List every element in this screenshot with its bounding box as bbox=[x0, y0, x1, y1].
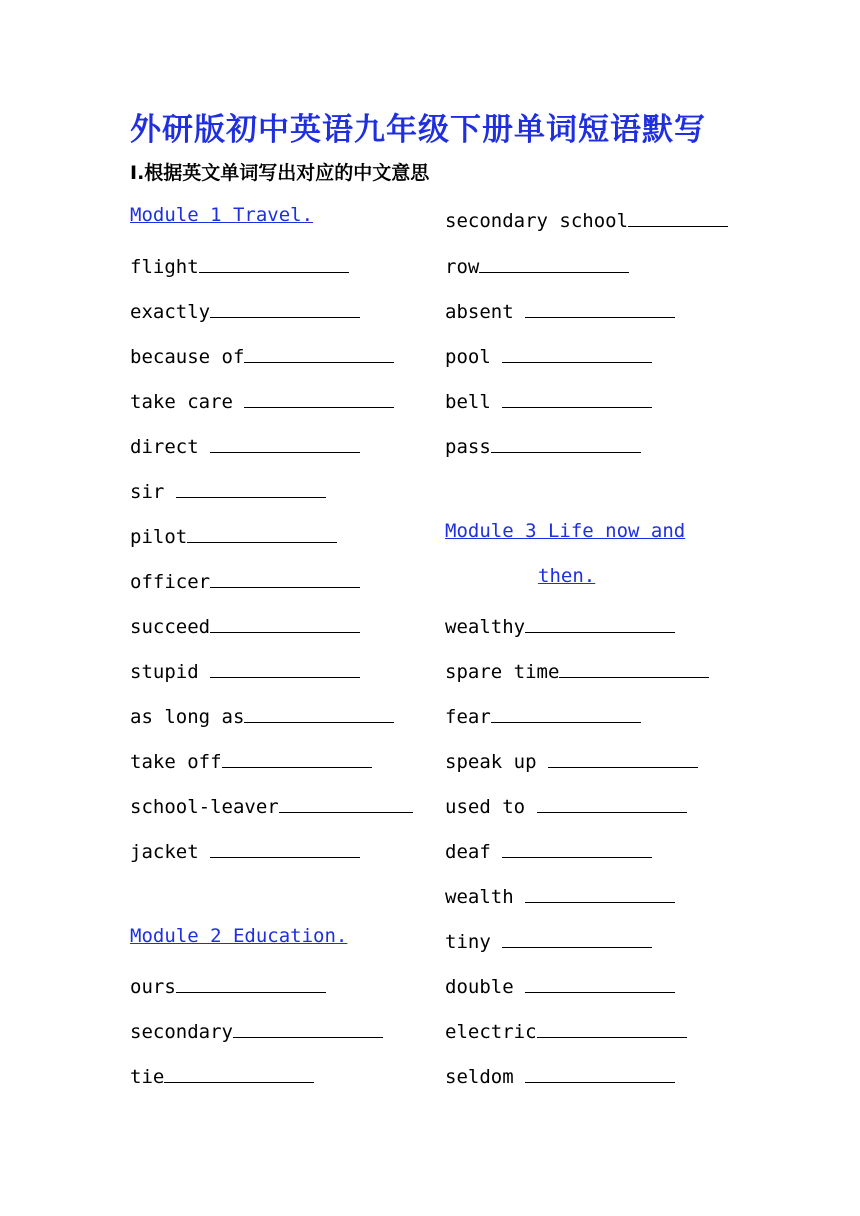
vocab-item bbox=[445, 430, 641, 458]
vocab-word: absent bbox=[445, 301, 526, 323]
vocab-item bbox=[445, 790, 687, 818]
vocab-item bbox=[130, 970, 326, 998]
vocab-item bbox=[130, 1060, 314, 1088]
vocab-item bbox=[445, 925, 652, 953]
vocab-word: because of bbox=[130, 346, 245, 368]
answer-blank[interactable] bbox=[548, 766, 698, 768]
vocab-item bbox=[130, 1015, 383, 1043]
answer-blank[interactable] bbox=[537, 811, 687, 813]
module-3-link[interactable]: Module 3 Life now and bbox=[445, 520, 686, 542]
vocab-item bbox=[445, 880, 675, 908]
vocab-word: pool bbox=[445, 346, 503, 368]
vocab-item bbox=[130, 430, 360, 458]
module-3-link-continued[interactable]: then. bbox=[538, 565, 596, 587]
vocab-item bbox=[130, 250, 349, 278]
vocab-item bbox=[130, 745, 372, 773]
answer-blank[interactable] bbox=[199, 271, 349, 273]
vocab-word: school-leaver bbox=[130, 796, 279, 818]
vocab-item bbox=[445, 340, 652, 368]
vocab-word: secondary school bbox=[445, 210, 629, 232]
vocab-word: wealth bbox=[445, 886, 526, 908]
vocab-item bbox=[130, 475, 326, 503]
answer-blank[interactable] bbox=[176, 991, 326, 993]
vocab-item bbox=[445, 1060, 675, 1088]
answer-blank[interactable] bbox=[210, 451, 360, 453]
answer-blank[interactable] bbox=[491, 451, 641, 453]
vocab-word: stupid bbox=[130, 661, 211, 683]
vocab-word: double bbox=[445, 976, 526, 998]
vocab-item bbox=[445, 745, 698, 773]
answer-blank[interactable] bbox=[537, 1036, 687, 1038]
vocab-word: as long as bbox=[130, 706, 245, 728]
vocab-word: electric bbox=[445, 1021, 537, 1043]
vocab-item bbox=[445, 295, 675, 323]
vocab-item bbox=[445, 835, 652, 863]
vocab-item bbox=[445, 610, 675, 638]
vocab-word: direct bbox=[130, 436, 211, 458]
vocab-item bbox=[130, 700, 394, 728]
vocab-item bbox=[445, 204, 728, 232]
answer-blank[interactable] bbox=[244, 406, 394, 408]
vocab-word: bell bbox=[445, 391, 503, 413]
section-heading: I.根据英文单词写出对应的中文意思 bbox=[130, 162, 430, 184]
answer-blank[interactable] bbox=[233, 1036, 383, 1038]
vocab-item bbox=[445, 1015, 687, 1043]
vocab-word: seldom bbox=[445, 1066, 526, 1088]
answer-blank[interactable] bbox=[244, 721, 394, 723]
vocab-word: officer bbox=[130, 571, 211, 593]
answer-blank[interactable] bbox=[525, 901, 675, 903]
vocab-item bbox=[445, 970, 675, 998]
vocab-item bbox=[130, 340, 394, 368]
answer-blank[interactable] bbox=[502, 856, 652, 858]
answer-blank[interactable] bbox=[502, 946, 652, 948]
vocab-word: deaf bbox=[445, 841, 503, 863]
vocab-item bbox=[130, 790, 413, 818]
answer-blank[interactable] bbox=[525, 991, 675, 993]
vocab-word: flight bbox=[130, 256, 199, 278]
answer-blank[interactable] bbox=[210, 316, 360, 318]
vocab-word: fear bbox=[445, 706, 491, 728]
vocab-word: pass bbox=[445, 436, 491, 458]
answer-blank[interactable] bbox=[479, 271, 629, 273]
answer-blank[interactable] bbox=[502, 406, 652, 408]
vocab-word: tie bbox=[130, 1066, 165, 1088]
vocab-item bbox=[445, 385, 652, 413]
answer-blank[interactable] bbox=[279, 811, 413, 813]
vocab-word: speak up bbox=[445, 751, 548, 773]
vocab-item bbox=[445, 250, 629, 278]
vocab-word: pilot bbox=[130, 526, 188, 548]
vocab-word: wealthy bbox=[445, 616, 526, 638]
vocab-item bbox=[130, 835, 360, 863]
vocab-word: take off bbox=[130, 751, 222, 773]
vocab-word: row bbox=[445, 256, 480, 278]
answer-blank[interactable] bbox=[502, 361, 652, 363]
answer-blank[interactable] bbox=[176, 496, 326, 498]
answer-blank[interactable] bbox=[210, 676, 360, 678]
answer-blank[interactable] bbox=[164, 1081, 314, 1083]
vocab-word: spare time bbox=[445, 661, 560, 683]
vocab-word: take care bbox=[130, 391, 245, 413]
answer-blank[interactable] bbox=[210, 856, 360, 858]
answer-blank[interactable] bbox=[559, 676, 709, 678]
vocab-item bbox=[130, 520, 337, 548]
vocab-word: ours bbox=[130, 976, 176, 998]
answer-blank[interactable] bbox=[222, 766, 372, 768]
vocab-word: succeed bbox=[130, 616, 211, 638]
vocab-word: exactly bbox=[130, 301, 211, 323]
vocab-item bbox=[130, 565, 360, 593]
module-2-link[interactable]: Module 2 Education. bbox=[130, 925, 348, 947]
answer-blank[interactable] bbox=[210, 586, 360, 588]
vocab-word: jacket bbox=[130, 841, 211, 863]
vocab-word: secondary bbox=[130, 1021, 233, 1043]
answer-blank[interactable] bbox=[525, 1081, 675, 1083]
answer-blank[interactable] bbox=[491, 721, 641, 723]
vocab-word: used to bbox=[445, 796, 537, 818]
answer-blank[interactable] bbox=[244, 361, 394, 363]
vocab-item bbox=[130, 610, 360, 638]
answer-blank[interactable] bbox=[210, 631, 360, 633]
vocab-item bbox=[445, 700, 641, 728]
module-1-link[interactable]: Module 1 Travel. bbox=[130, 204, 314, 226]
answer-blank[interactable] bbox=[628, 225, 728, 227]
vocab-word: tiny bbox=[445, 931, 503, 953]
page-title: 外研版初中英语九年级下册单词短语默写 bbox=[130, 112, 706, 148]
vocab-item bbox=[130, 295, 360, 323]
vocab-item bbox=[130, 385, 394, 413]
answer-blank[interactable] bbox=[187, 541, 337, 543]
vocab-word: sir bbox=[130, 481, 176, 503]
answer-blank[interactable] bbox=[525, 631, 675, 633]
answer-blank[interactable] bbox=[525, 316, 675, 318]
vocab-item bbox=[130, 655, 360, 683]
vocab-item bbox=[445, 655, 709, 683]
